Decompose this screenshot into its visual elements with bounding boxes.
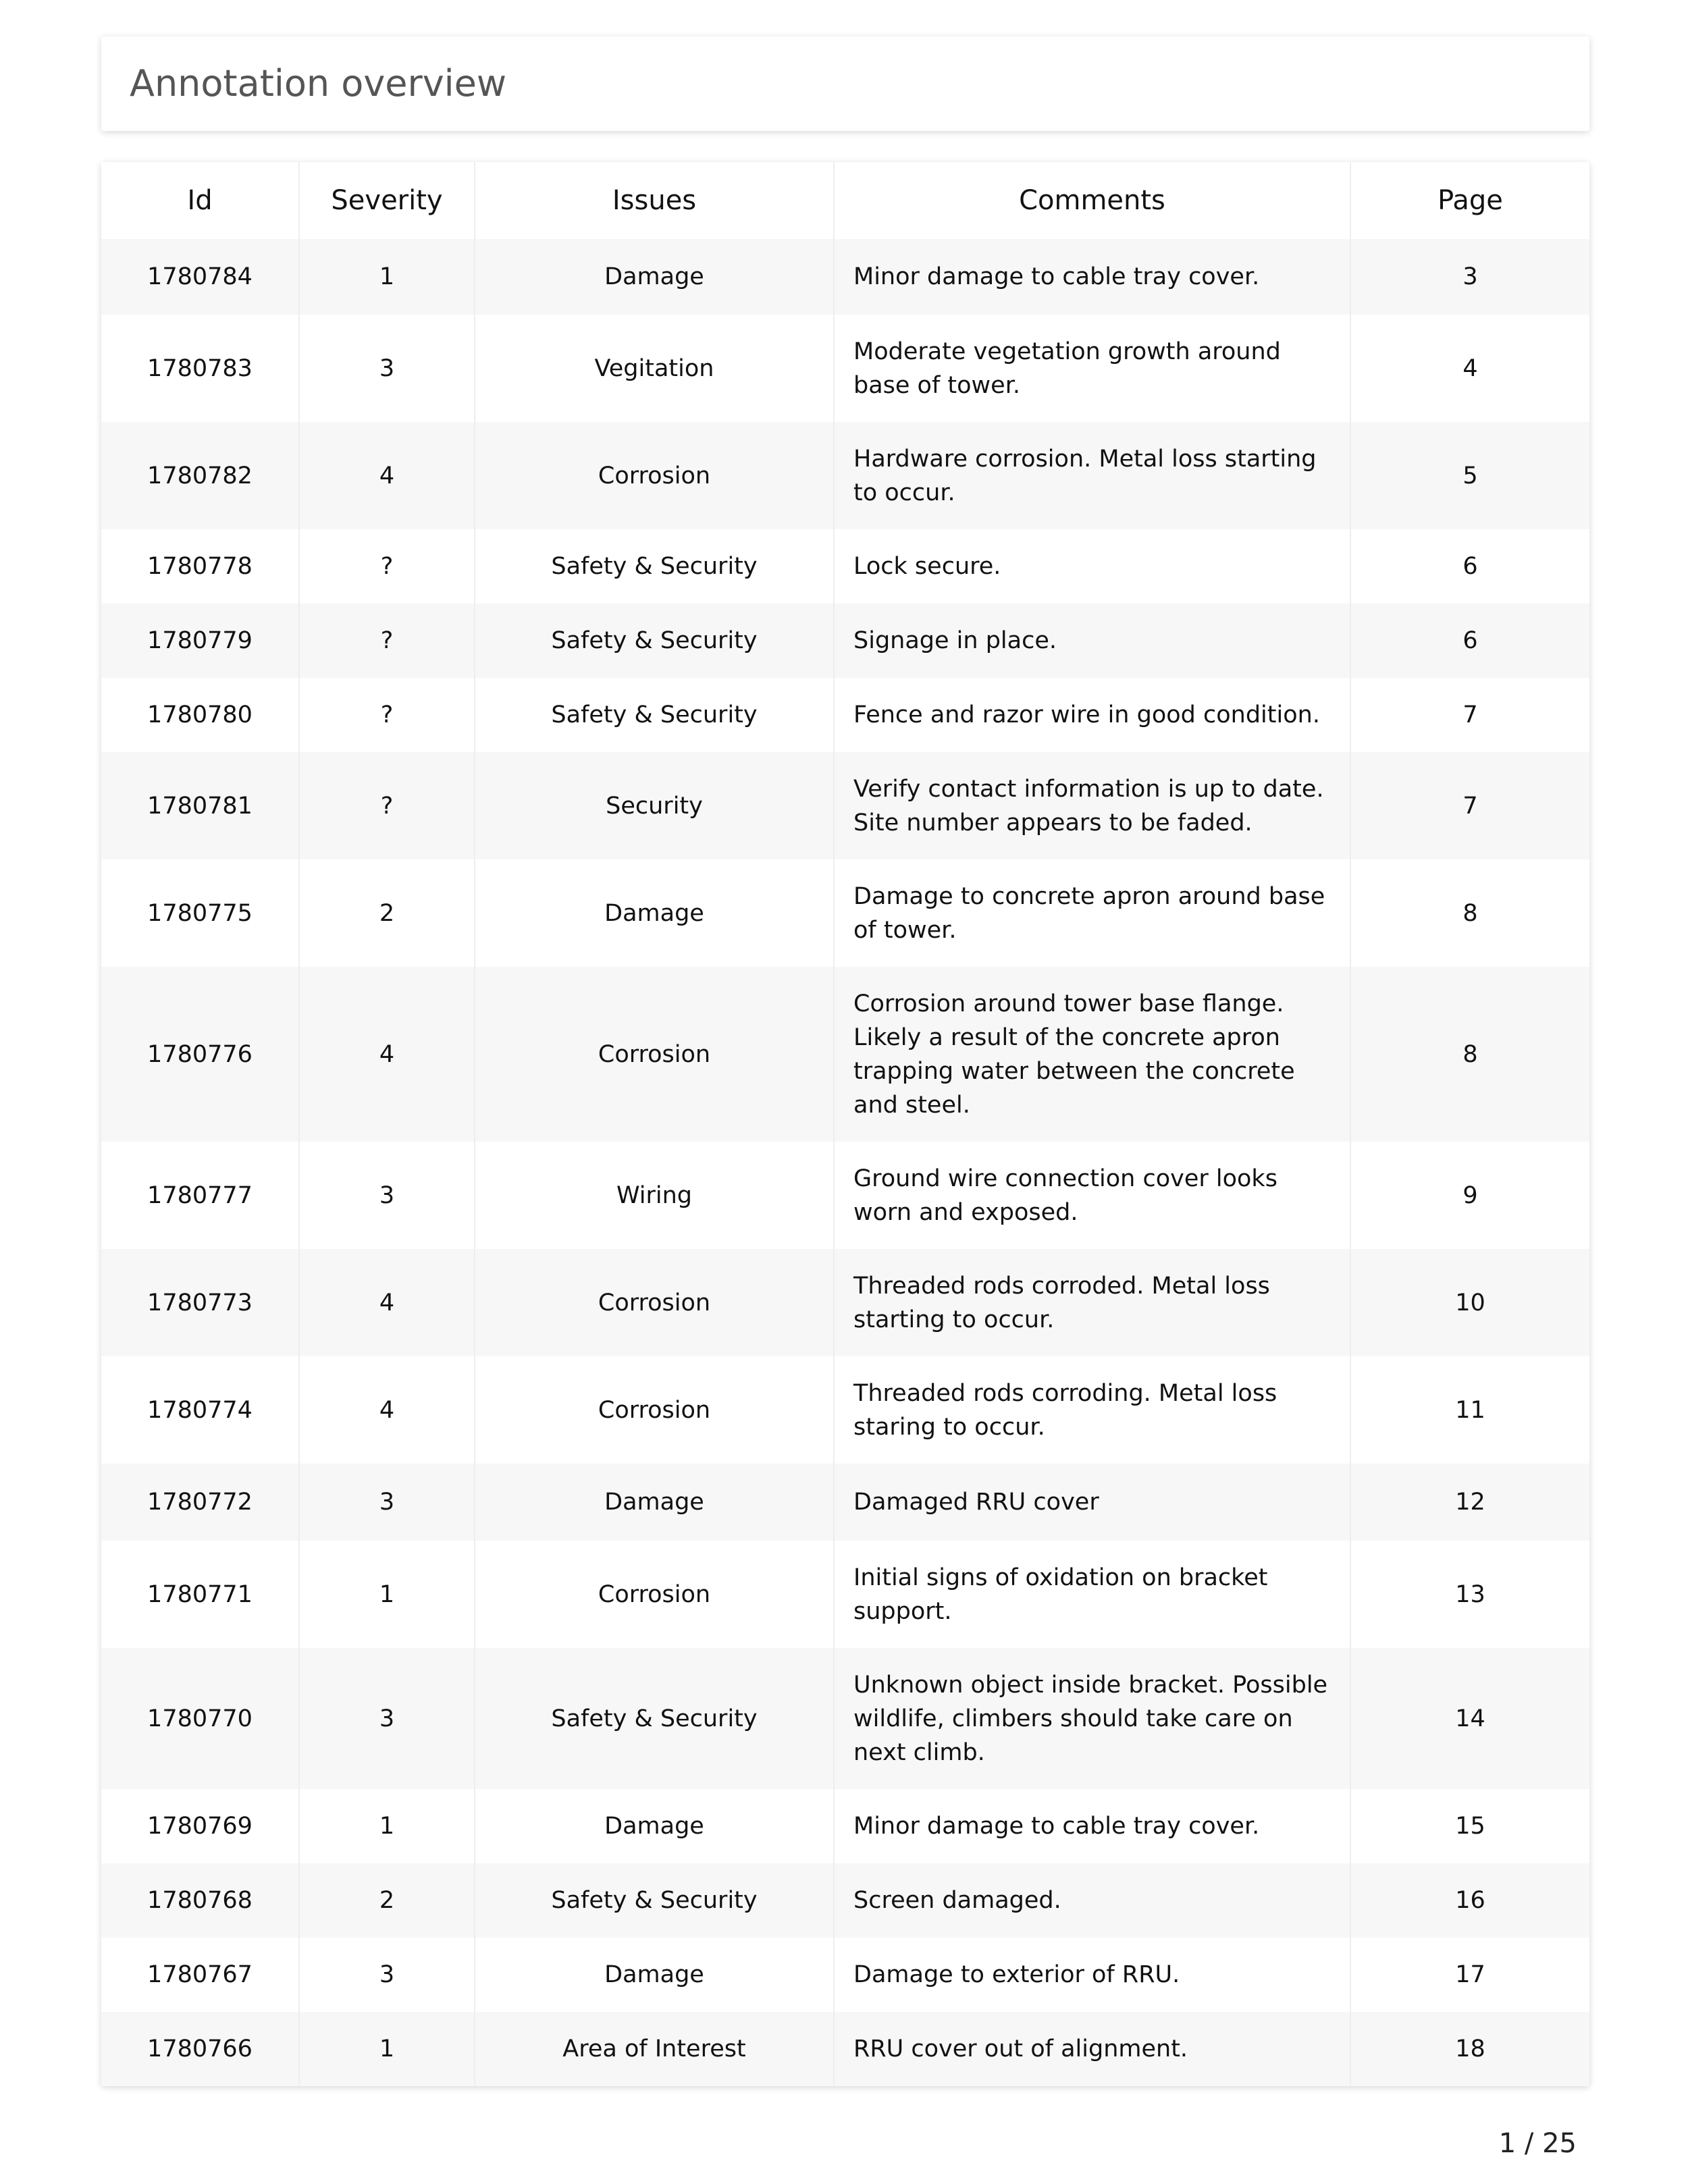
table-row <box>101 2012 1589 2086</box>
page-counter: 1 / 25 <box>1498 2128 1577 2159</box>
cell-page: 14 <box>1350 1648 1589 1789</box>
column-header-issues: Issues <box>475 162 834 239</box>
cell-id: 1780768 <box>101 1863 299 1938</box>
cell-id: 1780769 <box>101 1789 299 1863</box>
cell-issue: Safety & Security <box>475 1648 834 1789</box>
annotation-table <box>101 162 1589 2086</box>
cell-page: 11 <box>1350 1356 1589 1464</box>
cell-comment: Unknown object inside bracket. Possible wildlife, climbers should take care on next climb. <box>834 1648 1350 1789</box>
table-row <box>101 1142 1589 1249</box>
cell-id: 1780766 <box>101 2012 299 2086</box>
table-row <box>101 422 1589 529</box>
cell-page: 15 <box>1350 1789 1589 1863</box>
cell-id: 1780776 <box>101 967 299 1142</box>
cell-severity: 4 <box>299 422 475 529</box>
cell-issue: Corrosion <box>475 1541 834 1648</box>
cell-comment: RRU cover out of alignment. <box>834 2012 1350 2086</box>
cell-comment: Threaded rods corroding. Metal loss staring to occur. <box>834 1356 1350 1464</box>
table-row <box>101 1464 1589 1541</box>
column-header-id: Id <box>101 162 299 239</box>
cell-severity: ? <box>299 529 475 604</box>
cell-page: 6 <box>1350 529 1589 604</box>
cell-id: 1780784 <box>101 239 299 315</box>
cell-issue: Corrosion <box>475 1249 834 1356</box>
cell-page: 10 <box>1350 1249 1589 1356</box>
cell-id: 1780777 <box>101 1142 299 1249</box>
cell-severity: 2 <box>299 859 475 967</box>
table-row <box>101 1648 1589 1789</box>
cell-page: 13 <box>1350 1541 1589 1648</box>
cell-comment: Ground wire connection cover looks worn and exposed. <box>834 1142 1350 1249</box>
cell-issue: Corrosion <box>475 1356 834 1464</box>
cell-id: 1780778 <box>101 529 299 604</box>
cell-page: 16 <box>1350 1863 1589 1938</box>
table-row <box>101 1356 1589 1464</box>
cell-id: 1780767 <box>101 1938 299 2012</box>
table-row <box>101 1541 1589 1648</box>
table-row <box>101 1938 1589 2012</box>
cell-issue: Corrosion <box>475 967 834 1142</box>
column-header-comments: Comments <box>834 162 1350 239</box>
cell-issue: Security <box>475 752 834 859</box>
table-row <box>101 315 1589 422</box>
cell-issue: Wiring <box>475 1142 834 1249</box>
cell-comment: Screen damaged. <box>834 1863 1350 1938</box>
table-row <box>101 752 1589 859</box>
cell-severity: 1 <box>299 1541 475 1648</box>
cell-comment: Hardware corrosion. Metal loss starting to occur. <box>834 422 1350 529</box>
cell-id: 1780772 <box>101 1464 299 1541</box>
cell-id: 1780774 <box>101 1356 299 1464</box>
cell-page: 18 <box>1350 2012 1589 2086</box>
cell-issue: Corrosion <box>475 422 834 529</box>
cell-comment: Minor damage to cable tray cover. <box>834 239 1350 315</box>
cell-issue: Damage <box>475 1464 834 1541</box>
cell-issue: Safety & Security <box>475 678 834 752</box>
cell-comment: Damage to concrete apron around base of tower. <box>834 859 1350 967</box>
cell-severity: 1 <box>299 2012 475 2086</box>
cell-severity: ? <box>299 752 475 859</box>
cell-issue: Safety & Security <box>475 604 834 678</box>
table-row <box>101 1249 1589 1356</box>
cell-comment: Lock secure. <box>834 529 1350 604</box>
cell-id: 1780770 <box>101 1648 299 1789</box>
cell-id: 1780783 <box>101 315 299 422</box>
cell-comment: Fence and razor wire in good condition. <box>834 678 1350 752</box>
cell-page: 8 <box>1350 859 1589 967</box>
cell-severity: 1 <box>299 1789 475 1863</box>
cell-issue: Damage <box>475 1789 834 1863</box>
cell-issue: Safety & Security <box>475 529 834 604</box>
cell-comment: Initial signs of oxidation on bracket support. <box>834 1541 1350 1648</box>
page-title: Annotation overview <box>130 62 507 105</box>
column-header-page: Page <box>1350 162 1589 239</box>
cell-severity: 3 <box>299 1142 475 1249</box>
table-row <box>101 967 1589 1142</box>
cell-page: 7 <box>1350 752 1589 859</box>
cell-comment: Moderate vegetation growth around base of tower. <box>834 315 1350 422</box>
cell-severity: ? <box>299 604 475 678</box>
cell-issue: Damage <box>475 859 834 967</box>
cell-severity: 4 <box>299 1356 475 1464</box>
cell-page: 9 <box>1350 1142 1589 1249</box>
cell-page: 17 <box>1350 1938 1589 2012</box>
cell-issue: Area of Interest <box>475 2012 834 2086</box>
cell-id: 1780771 <box>101 1541 299 1648</box>
cell-page: 3 <box>1350 239 1589 315</box>
cell-comment: Threaded rods corroded. Metal loss starting to occur. <box>834 1249 1350 1356</box>
table-row <box>101 859 1589 967</box>
cell-issue: Damage <box>475 1938 834 2012</box>
cell-id: 1780775 <box>101 859 299 967</box>
table-row <box>101 1789 1589 1863</box>
cell-page: 12 <box>1350 1464 1589 1541</box>
cell-id: 1780773 <box>101 1249 299 1356</box>
cell-page: 6 <box>1350 604 1589 678</box>
cell-issue: Vegitation <box>475 315 834 422</box>
cell-page: 5 <box>1350 422 1589 529</box>
cell-severity: 3 <box>299 1648 475 1789</box>
table-row <box>101 604 1589 678</box>
cell-severity: 3 <box>299 1938 475 2012</box>
cell-severity: 1 <box>299 239 475 315</box>
cell-severity: ? <box>299 678 475 752</box>
table-row <box>101 239 1589 315</box>
cell-comment: Corrosion around tower base flange. Likely a result of the concrete apron trapping water between the concrete and steel. <box>834 967 1350 1142</box>
header-card <box>101 36 1589 131</box>
annotation-table-card <box>101 162 1589 2086</box>
cell-page: 7 <box>1350 678 1589 752</box>
column-header-severity: Severity <box>299 162 475 239</box>
cell-issue: Safety & Security <box>475 1863 834 1938</box>
table-row <box>101 1863 1589 1938</box>
cell-severity: 4 <box>299 1249 475 1356</box>
cell-id: 1780779 <box>101 604 299 678</box>
cell-page: 8 <box>1350 967 1589 1142</box>
cell-severity: 3 <box>299 315 475 422</box>
cell-id: 1780780 <box>101 678 299 752</box>
cell-comment: Verify contact information is up to date. Site number appears to be faded. <box>834 752 1350 859</box>
cell-id: 1780782 <box>101 422 299 529</box>
cell-comment: Signage in place. <box>834 604 1350 678</box>
cell-issue: Damage <box>475 239 834 315</box>
cell-severity: 3 <box>299 1464 475 1541</box>
cell-id: 1780781 <box>101 752 299 859</box>
cell-severity: 4 <box>299 967 475 1142</box>
cell-page: 4 <box>1350 315 1589 422</box>
cell-severity: 2 <box>299 1863 475 1938</box>
cell-comment: Minor damage to cable tray cover. <box>834 1789 1350 1863</box>
table-row <box>101 678 1589 752</box>
cell-comment: Damaged RRU cover <box>834 1464 1350 1541</box>
table-header-row <box>101 162 1589 239</box>
cell-comment: Damage to exterior of RRU. <box>834 1938 1350 2012</box>
table-row <box>101 529 1589 604</box>
